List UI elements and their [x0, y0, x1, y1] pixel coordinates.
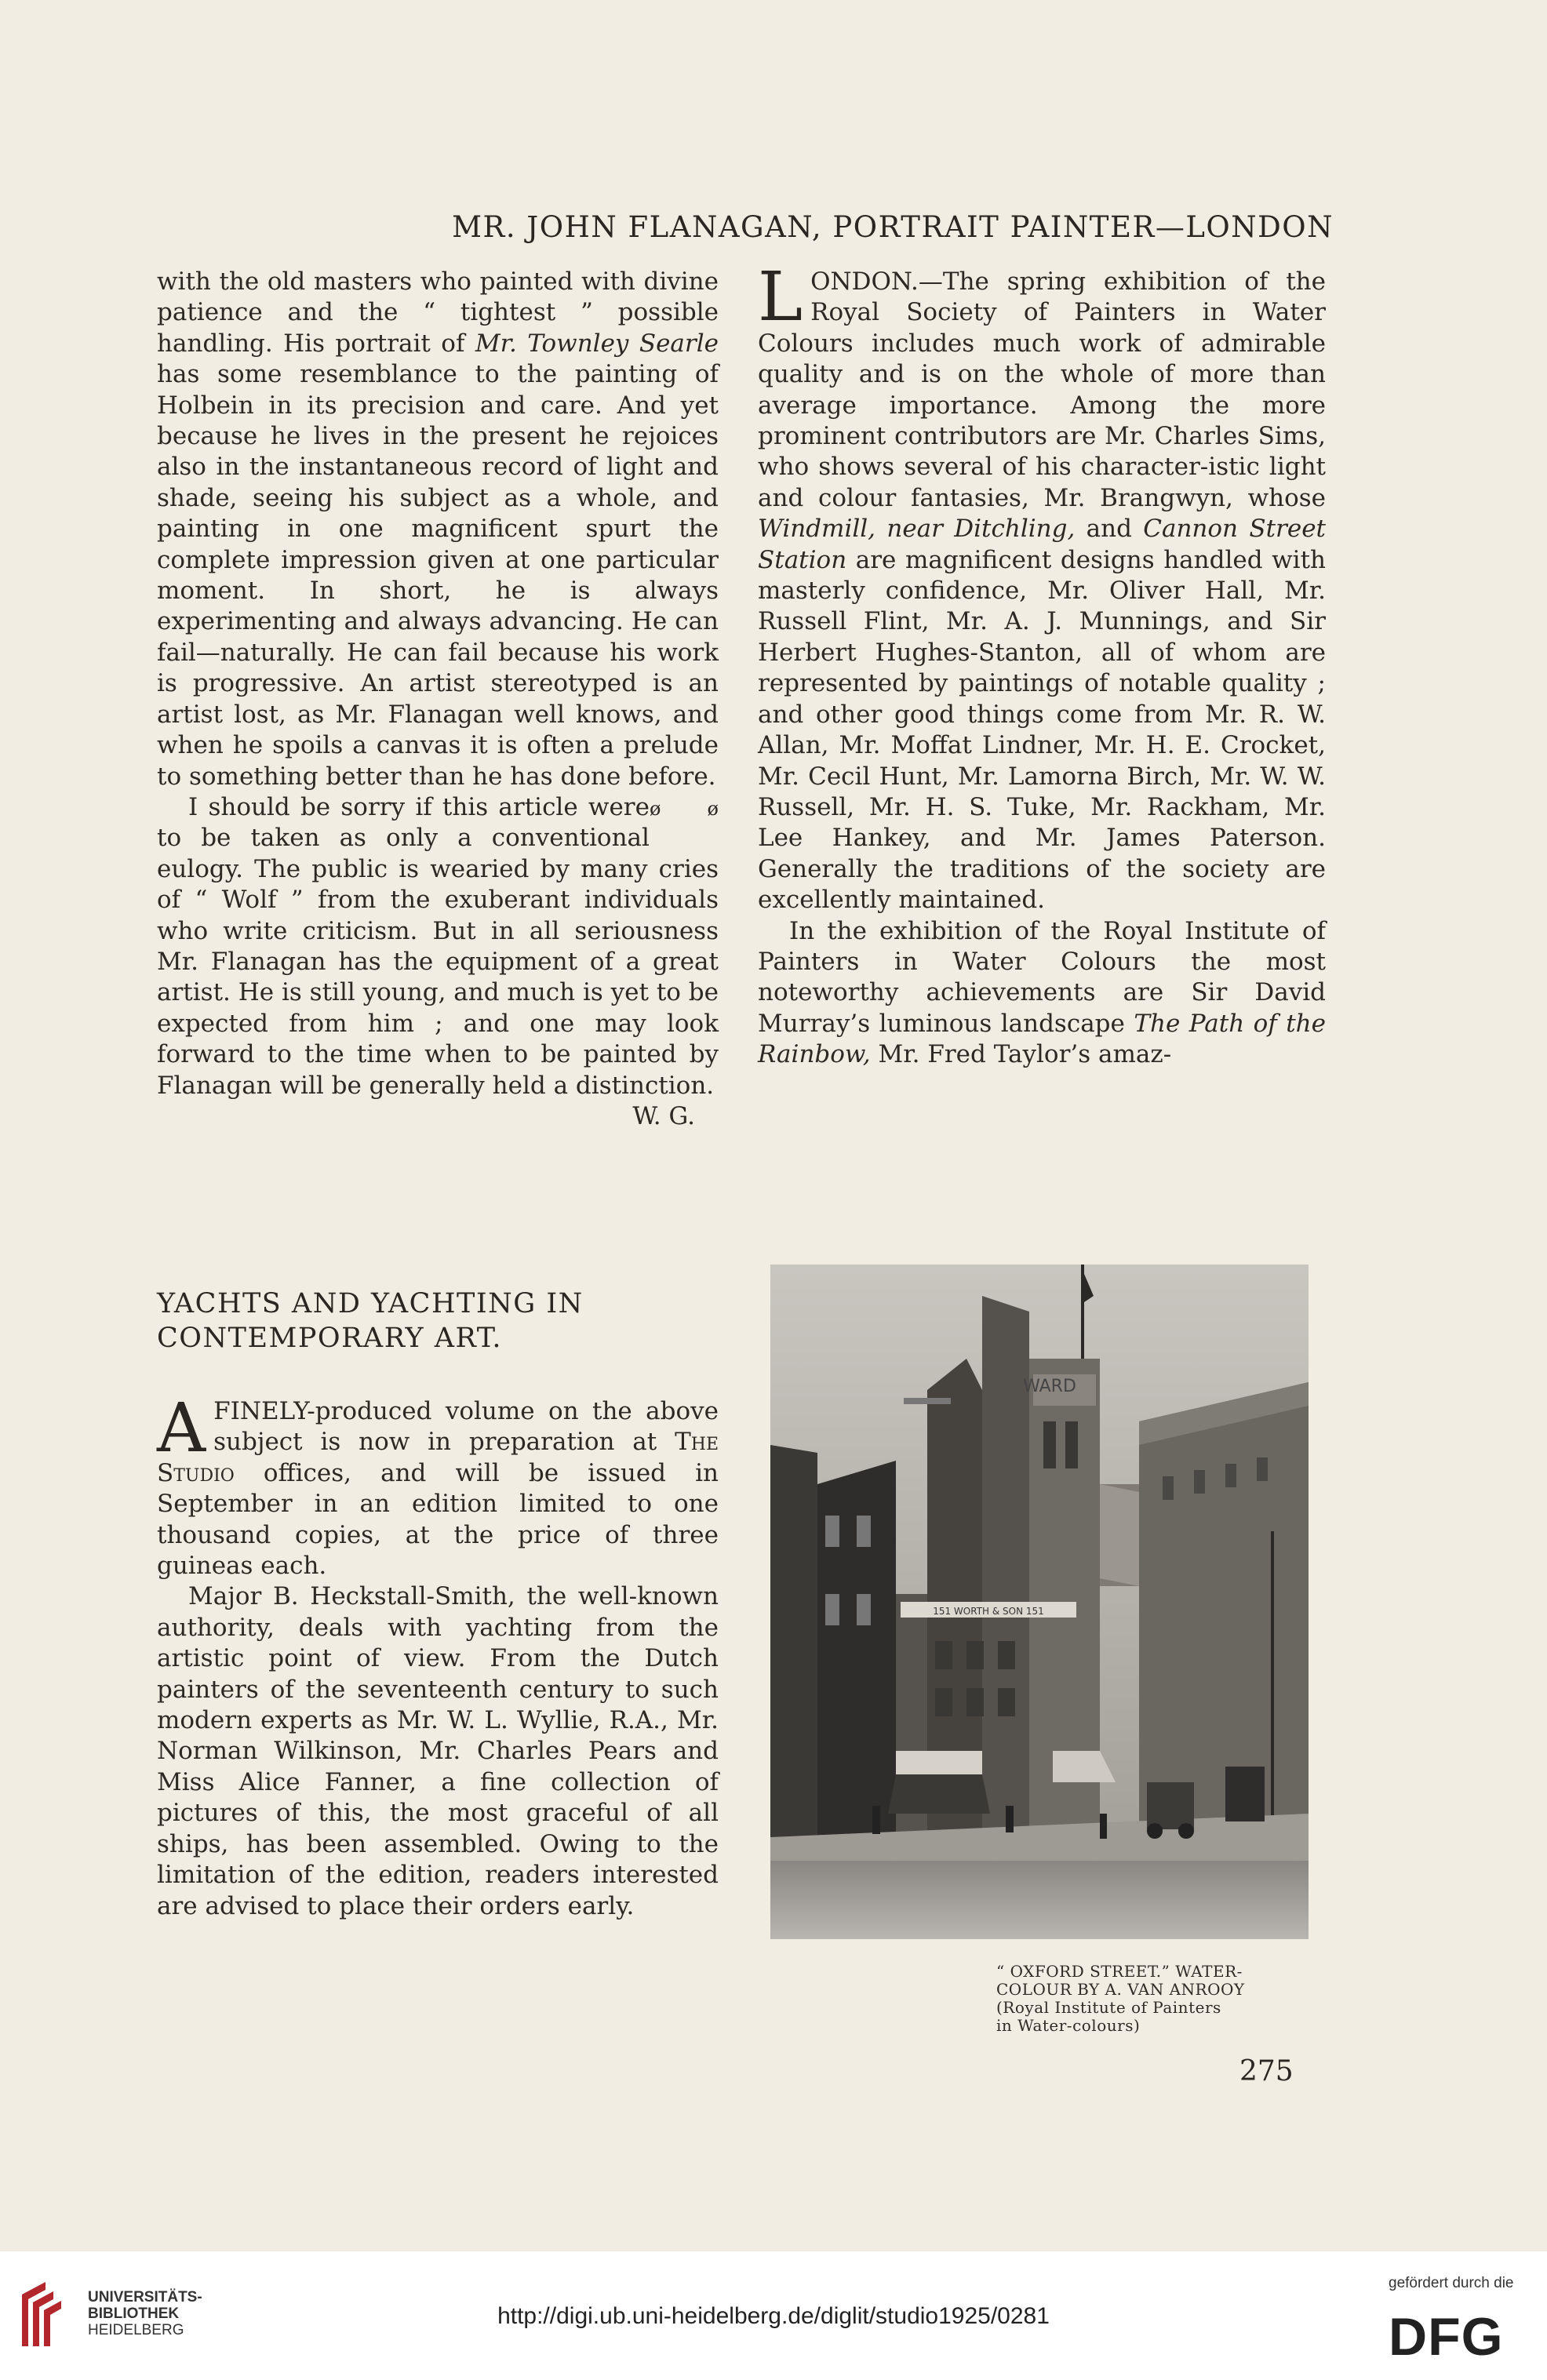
library-name-line: BIBLIOTHEK — [88, 2305, 180, 2322]
paragraph — [758, 916, 1326, 1071]
drop-cap: A — [157, 1389, 206, 1468]
signature: W. G. — [632, 1101, 695, 1130]
section-heading-yachts: YACHTS AND YACHTING IN CONTEMPORARY ART. — [157, 1288, 584, 1354]
paragraph — [157, 267, 719, 820]
paragraph — [758, 258, 1327, 916]
drop-cap: L — [758, 258, 803, 337]
text: with the old masters who painted with divine patience and the “ tightest ” possible handling. His portrait of — [157, 267, 719, 358]
italic-title: The Path of the Rainbow, — [758, 1009, 1326, 1069]
source-url-link[interactable]: http://digi.ub.uni-heidelberg.de/diglit/studio1925/0281 — [497, 2303, 1050, 2329]
text: ONDON.—The spring exhibition of the Royal Society of Painters in Water Colours includes much work of admirable quality and is on the whole of more than average importance. Among the more prominent contributors are Mr. Charles Sims, who shows several of his character-istic light and colour fantasies, Mr. Brangwyn, whose — [758, 267, 1326, 512]
caption-line: (Royal Institute of Painters — [996, 1998, 1221, 2017]
shop-sign-text: 151 WORTH & SON 151 — [933, 1606, 1044, 1617]
library-name-line: HEIDELBERG — [88, 2322, 184, 2338]
text: In the exhibition of the Royal Institute of Painters in Water Colours the most noteworthy achievements are Sir David Murray’s luminous landscape — [758, 916, 1326, 1038]
text: and — [1075, 515, 1144, 544]
italic-title: Cannon Street Station — [758, 515, 1327, 574]
caption-line: COLOUR BY A. VAN ANROOY — [996, 1980, 1245, 1999]
caption-line: “ OXFORD STREET.” WATER- — [996, 1962, 1243, 1981]
article-london-exhibitions — [758, 258, 1327, 1071]
ornament-icon: ø — [649, 797, 661, 820]
article-yachts — [157, 1389, 719, 1922]
paragraph — [157, 792, 719, 1130]
small-caps-title: The Studio — [157, 1428, 719, 1487]
text: I should be sorry if this article were to be taken as only a conventional eulogy. The public is wearied by many cries of “ Wolf ” from the exuberant individuals who write criticism. But in all seriousness Mr. Flanagan has the equipment of a great artist. He is still young, and much is yet to be expected from him ; and one may look forward to the time when to be painted by Flanagan will be generally held a distinction. — [157, 792, 719, 1100]
text: are magnificent designs handled with masterly confidence, Mr. Oliver Hall, Mr. Russell Flint, Mr. A. J. Munnings, and Sir Herbert Hughes-Stanton, all of whom are represented by paintings of notable quality ; and other good things come from Mr. R. W. Allan, Mr. Moffat Lindner, Mr. H. E. Crocket, Mr. Cecil Hunt, Mr. Lamorna Birch, Mr. W. W. Russell, Mr. H. S. Tuke, Mr. Rackham, Mr. Lee Hankey, and Mr. James Paterson. Generally the traditions of the society are excellently maintained. — [758, 545, 1326, 915]
oxford-street-illustration — [770, 1265, 1309, 1939]
library-name-line: UNIVERSITÄTS- — [88, 2289, 202, 2305]
running-header: MR. JOHN FLANAGAN, PORTRAIT PAINTER—LONDON — [452, 210, 1334, 244]
text: offices, and will be issued in September in an edition limited to one thousand copies, at the price of three guineas each. — [157, 1458, 719, 1581]
ornament-icon: ø — [707, 797, 719, 820]
page-number: 275 — [1239, 2055, 1294, 2087]
italic-title: Windmill, near Ditchling, — [758, 515, 1076, 544]
funding-label: gefördert durch die — [1389, 2275, 1514, 2291]
dfg-logo: DFG — [1389, 2307, 1504, 2367]
text: FINELY-produced volume on the above subject is now in preparation at — [213, 1397, 719, 1457]
illustration-caption — [996, 1963, 1310, 2035]
paragraph — [157, 1389, 719, 1581]
building-sign-text: WARD — [1023, 1377, 1076, 1396]
italic-title: Mr. Townley Searle — [475, 329, 719, 358]
paragraph — [157, 1581, 719, 1921]
article-flanagan-conclusion — [157, 267, 719, 1132]
caption-line: in Water-colours) — [996, 2016, 1141, 2035]
text: Mr. Fred Taylor’s amaz- — [870, 1040, 1172, 1069]
text: has some resemblance to the painting of Holbein in its precision and care. And yet because he lives in the present he rejoices also in the instantaneous record of light and shade, seeing his subject as a whole, and painting in one magnificent spurt the complete impression given at one particular moment. In short, he is always experimenting and always advancing. He can fail—naturally. He can fail because his work is progressive. An artist stereotyped is an artist lost, as Mr. Flanagan well knows, and when he spoils a canvas it is often a prelude to something better than he has done before. — [157, 360, 719, 791]
ornament-row — [650, 792, 719, 824]
text: Major B. Heckstall-Smith, the well-known authority, deals with yachting from the artistic point of view. From the Dutch painters of the seventeenth century to such modern experts as Mr. W. L. Wyllie, R.A., Mr. Norman Wilkinson, Mr. Charles Pears and Miss Alice Fanner, a fine collection of pictures of this, the most graceful of all ships, has been assembled. Owing to the limitation of the edition, readers interested are advised to place their orders early. — [157, 1582, 719, 1920]
